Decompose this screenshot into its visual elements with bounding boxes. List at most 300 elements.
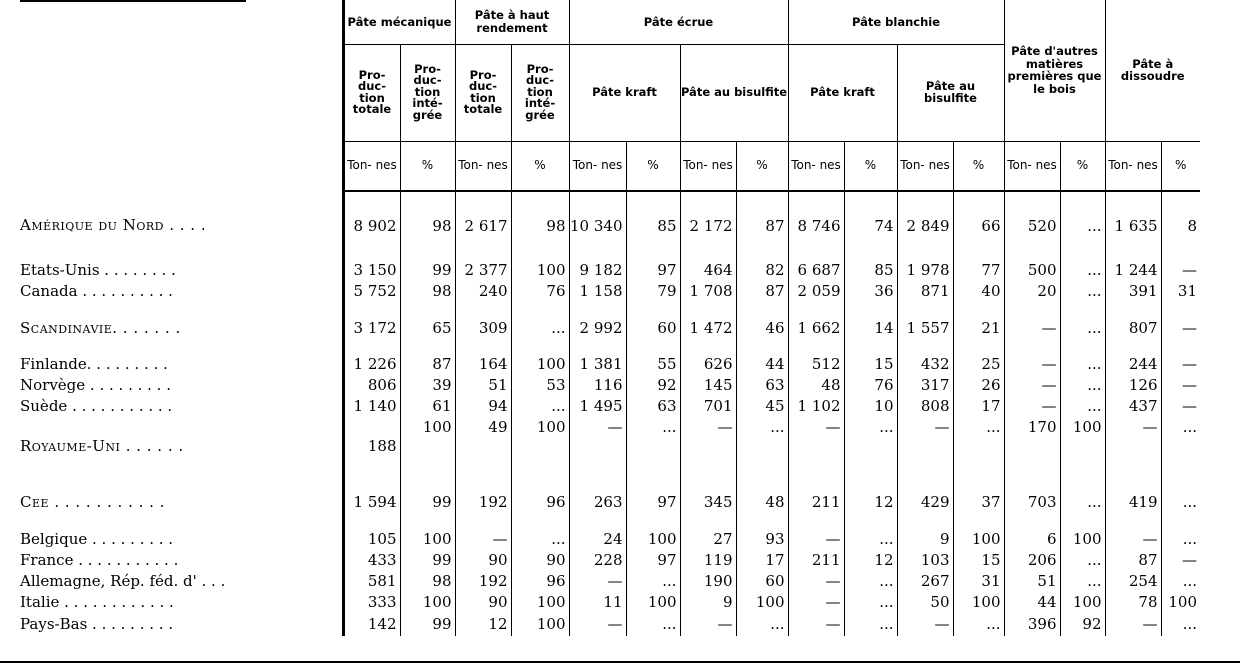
cell-percent: 100: [626, 592, 680, 613]
subheader-blanchie-bisulfite: Pâte au bisulfite: [897, 44, 1004, 141]
cell-tonnes: —: [897, 417, 953, 475]
row-label-text: Suède: [20, 397, 68, 415]
cell-tonnes: 119: [680, 550, 736, 571]
cell-percent: ...: [626, 417, 680, 475]
subheader-blanchie-kraft: Pâte kraft: [788, 44, 897, 141]
cell-percent: ...: [1060, 375, 1105, 396]
row-label-text: Scandinavie: [20, 318, 113, 337]
cell-percent: 100: [953, 529, 1004, 550]
unit-tonnes: Ton- nes: [343, 141, 400, 191]
cell-percent: —: [1161, 260, 1200, 281]
cell-tonnes: 190: [680, 571, 736, 592]
cell-tonnes: 1 226: [343, 354, 400, 375]
cell-tonnes: 871: [897, 281, 953, 302]
unit-percent: %: [1161, 141, 1200, 191]
unit-tonnes: Ton- nes: [788, 141, 844, 191]
cell-percent: 92: [626, 375, 680, 396]
cell-tonnes: 170: [1004, 417, 1060, 475]
cell-tonnes: 432: [897, 354, 953, 375]
row-label-region: [0, 475, 343, 529]
cell-tonnes: 51: [455, 375, 511, 396]
leader-dots: . . . .: [163, 216, 207, 234]
cell-tonnes: 24: [569, 529, 626, 550]
table-row: [0, 417, 1200, 475]
row-label-region: [0, 302, 343, 354]
bottom-rule: [0, 661, 1240, 663]
cell-tonnes: —: [1105, 613, 1161, 636]
header-pate-autres-matieres: Pâte d'autres matières premières que le bois: [1004, 0, 1105, 141]
unit-tonnes: Ton- nes: [680, 141, 736, 191]
subheader-ecrue-bisulfite: Pâte au bisulfite: [680, 44, 788, 141]
cell-tonnes: 520: [1004, 191, 1060, 260]
row-label-country: [0, 571, 343, 592]
cell-percent: 60: [736, 571, 788, 592]
unit-percent: %: [736, 141, 788, 191]
subheader-production-totale: Pro- duc- tion totale: [455, 44, 511, 141]
cell-tonnes: 116: [569, 375, 626, 396]
subheader-production-integree: Pro- duc- tion inté- grée: [511, 44, 569, 141]
cell-percent: 17: [953, 396, 1004, 417]
cell-tonnes: 6 687: [788, 260, 844, 281]
cell-percent: 21: [953, 302, 1004, 354]
header-pate-haut-rendement: Pâte à haut rendement: [455, 0, 569, 44]
cell-percent: —: [1161, 302, 1200, 354]
cell-percent: ...: [626, 571, 680, 592]
row-label-text: Royaume-Uni: [20, 436, 121, 455]
cell-tonnes: 10 340: [569, 191, 626, 260]
cell-tonnes: 1 557: [897, 302, 953, 354]
cell-percent: 37: [953, 475, 1004, 529]
cell-percent: ...: [1060, 354, 1105, 375]
cell-tonnes: 703: [1004, 475, 1060, 529]
header-pate-mecanique: Pâte mécanique: [343, 0, 455, 44]
cell-tonnes: 12: [455, 613, 511, 636]
leader-dots: . . . . . . . . .: [87, 530, 174, 548]
cell-percent: —: [1161, 396, 1200, 417]
cell-tonnes: 51: [1004, 571, 1060, 592]
cell-tonnes: —: [1004, 354, 1060, 375]
row-label-region: [0, 417, 343, 475]
cell-tonnes: 429: [897, 475, 953, 529]
unit-percent: %: [844, 141, 897, 191]
cell-tonnes: 1 495: [569, 396, 626, 417]
leader-dots: . . . . . . .: [112, 318, 181, 337]
leader-dots: . . . . . . . . .: [85, 376, 171, 394]
cell-tonnes: —: [680, 613, 736, 636]
cell-tonnes: —: [1004, 375, 1060, 396]
table-row: [0, 571, 1200, 592]
cell-percent: ...: [736, 613, 788, 636]
cell-tonnes: 20: [1004, 281, 1060, 302]
row-label-country: [0, 529, 343, 550]
cell-tonnes: 87: [1105, 550, 1161, 571]
cell-percent: 8: [1161, 191, 1200, 260]
cell-percent: —: [1161, 375, 1200, 396]
cell-percent: 79: [626, 281, 680, 302]
cell-tonnes: 808: [897, 396, 953, 417]
cell-tonnes: 1 140: [343, 396, 400, 417]
cell-tonnes: 188: [343, 417, 400, 475]
cell-tonnes: 192: [455, 475, 511, 529]
cell-percent: 85: [844, 260, 897, 281]
cell-percent: 87: [400, 354, 455, 375]
cell-tonnes: 2 172: [680, 191, 736, 260]
unit-percent: %: [953, 141, 1004, 191]
cell-tonnes: 27: [680, 529, 736, 550]
cell-tonnes: 48: [788, 375, 844, 396]
cell-tonnes: —: [1105, 529, 1161, 550]
cell-percent: 36: [844, 281, 897, 302]
cell-tonnes: —: [680, 417, 736, 475]
cell-percent: ...: [844, 417, 897, 475]
cell-percent: ...: [511, 396, 569, 417]
table-row: [0, 592, 1200, 613]
cell-tonnes: 1 635: [1105, 191, 1161, 260]
cell-tonnes: 8 902: [343, 191, 400, 260]
cell-percent: 46: [736, 302, 788, 354]
cell-tonnes: 433: [343, 550, 400, 571]
cell-tonnes: 145: [680, 375, 736, 396]
cell-percent: 63: [736, 375, 788, 396]
cell-tonnes: 396: [1004, 613, 1060, 636]
cell-percent: ...: [1161, 613, 1200, 636]
cell-percent: 100: [400, 417, 455, 475]
subheader-production-totale: Pro- duc- tion totale: [343, 44, 400, 141]
cell-percent: ...: [1060, 191, 1105, 260]
table-row: [0, 281, 1200, 302]
cell-percent: ...: [844, 613, 897, 636]
cell-tonnes: 345: [680, 475, 736, 529]
cell-percent: ...: [1060, 571, 1105, 592]
cell-percent: ...: [1060, 550, 1105, 571]
cell-percent: 100: [1060, 417, 1105, 475]
header-pate-blanchie: Pâte blanchie: [788, 0, 1004, 44]
row-label-text: Pays-Bas: [20, 615, 88, 633]
cell-tonnes: 44: [1004, 592, 1060, 613]
leader-dots: . . . . . . . . . .: [77, 282, 173, 300]
cell-tonnes: —: [788, 529, 844, 550]
cell-tonnes: 3 172: [343, 302, 400, 354]
cell-percent: ...: [1161, 417, 1200, 475]
cell-percent: 100: [400, 529, 455, 550]
table-row: [0, 550, 1200, 571]
cell-tonnes: 164: [455, 354, 511, 375]
cell-percent: 100: [1060, 529, 1105, 550]
cell-percent: 76: [844, 375, 897, 396]
unit-percent: %: [1060, 141, 1105, 191]
cell-tonnes: 317: [897, 375, 953, 396]
cell-percent: 87: [736, 191, 788, 260]
cell-percent: ...: [736, 417, 788, 475]
cell-percent: ...: [1060, 475, 1105, 529]
leader-dots: . . . . . . . . . . .: [73, 551, 179, 569]
cell-tonnes: 806: [343, 375, 400, 396]
cell-tonnes: 1 472: [680, 302, 736, 354]
cell-percent: ...: [844, 571, 897, 592]
cell-percent: 53: [511, 375, 569, 396]
cell-tonnes: 1 381: [569, 354, 626, 375]
cell-percent: ...: [626, 613, 680, 636]
cell-percent: 39: [400, 375, 455, 396]
unit-tonnes: Ton- nes: [1004, 141, 1060, 191]
cell-percent: 87: [736, 281, 788, 302]
cell-percent: 77: [953, 260, 1004, 281]
unit-percent: %: [511, 141, 569, 191]
cell-percent: ...: [1060, 396, 1105, 417]
cell-tonnes: 90: [455, 550, 511, 571]
table-row: [0, 354, 1200, 375]
cell-percent: 100: [736, 592, 788, 613]
row-label-text: Finlande: [20, 355, 87, 373]
cell-tonnes: 1 978: [897, 260, 953, 281]
cell-tonnes: 50: [897, 592, 953, 613]
unit-percent: %: [626, 141, 680, 191]
cell-tonnes: 90: [455, 592, 511, 613]
cell-percent: 100: [511, 417, 569, 475]
cell-percent: 90: [511, 550, 569, 571]
cell-tonnes: 626: [680, 354, 736, 375]
unit-tonnes: Ton- nes: [455, 141, 511, 191]
cell-percent: ...: [1161, 529, 1200, 550]
leader-dots: . . . . . . . . . . . .: [59, 593, 174, 611]
row-label-text: Norvège: [20, 376, 86, 394]
cell-tonnes: 49: [455, 417, 511, 475]
cell-tonnes: —: [569, 613, 626, 636]
cell-tonnes: 105: [343, 529, 400, 550]
leader-dots: . . . . . . . . .: [87, 615, 174, 633]
cell-tonnes: 228: [569, 550, 626, 571]
subheader-production-integree: Pro- duc- tion inté- grée: [400, 44, 455, 141]
cell-percent: 98: [511, 191, 569, 260]
subheader-ecrue-kraft: Pâte kraft: [569, 44, 680, 141]
cell-percent: 63: [626, 396, 680, 417]
table-row: [0, 529, 1200, 550]
table-row: [0, 302, 1200, 354]
table-row: [0, 375, 1200, 396]
cell-percent: 96: [511, 475, 569, 529]
cell-percent: ...: [953, 613, 1004, 636]
row-label-country: [0, 613, 343, 636]
row-label-text: Belgique: [20, 530, 88, 548]
row-label-country: [0, 281, 343, 302]
header-pate-ecrue: Pâte écrue: [569, 0, 788, 44]
cell-tonnes: 211: [788, 475, 844, 529]
cell-percent: 100: [511, 354, 569, 375]
leader-dots: . . . . . . . .: [99, 261, 176, 279]
cell-percent: 96: [511, 571, 569, 592]
cell-percent: 82: [736, 260, 788, 281]
cell-percent: 100: [511, 592, 569, 613]
row-label-text: Amérique du Nord: [20, 216, 164, 234]
table-row: [0, 191, 1200, 260]
cell-tonnes: —: [788, 571, 844, 592]
leader-dots: . . . . . . . . .: [86, 355, 168, 373]
cell-percent: 100: [1060, 592, 1105, 613]
row-label-text: Cee: [20, 492, 50, 511]
cell-percent: 98: [400, 191, 455, 260]
cell-percent: 25: [953, 354, 1004, 375]
cell-percent: 99: [400, 260, 455, 281]
cell-tonnes: 263: [569, 475, 626, 529]
cell-tonnes: 309: [455, 302, 511, 354]
cell-percent: 74: [844, 191, 897, 260]
leader-dots: . . . . . .: [120, 436, 184, 455]
cell-tonnes: 9: [897, 529, 953, 550]
cell-percent: 17: [736, 550, 788, 571]
cell-tonnes: 1 244: [1105, 260, 1161, 281]
cell-tonnes: 254: [1105, 571, 1161, 592]
cell-tonnes: 333: [343, 592, 400, 613]
cell-tonnes: —: [569, 571, 626, 592]
cell-tonnes: —: [897, 613, 953, 636]
cell-percent: 15: [844, 354, 897, 375]
cell-tonnes: 11: [569, 592, 626, 613]
cell-tonnes: —: [788, 613, 844, 636]
cell-tonnes: 437: [1105, 396, 1161, 417]
cell-tonnes: 391: [1105, 281, 1161, 302]
cell-percent: 97: [626, 550, 680, 571]
leader-dots: . . . . . . . . . . .: [49, 492, 165, 511]
header-pate-a-dissoudre: Pâte à dissoudre: [1105, 0, 1200, 141]
cell-percent: 65: [400, 302, 455, 354]
cell-percent: 97: [626, 260, 680, 281]
cell-tonnes: 2 849: [897, 191, 953, 260]
row-label-text: France: [20, 551, 74, 569]
cell-tonnes: 1 594: [343, 475, 400, 529]
cell-percent: 31: [1161, 281, 1200, 302]
cell-percent: 93: [736, 529, 788, 550]
cell-tonnes: 94: [455, 396, 511, 417]
cell-percent: 10: [844, 396, 897, 417]
cell-tonnes: 5 752: [343, 281, 400, 302]
cell-percent: 12: [844, 475, 897, 529]
table-row: [0, 260, 1200, 281]
row-label-region: [0, 191, 343, 260]
cell-tonnes: —: [1004, 302, 1060, 354]
cell-tonnes: 206: [1004, 550, 1060, 571]
cell-tonnes: 2 992: [569, 302, 626, 354]
cell-tonnes: 142: [343, 613, 400, 636]
row-label-country: [0, 550, 343, 571]
cell-tonnes: 1 662: [788, 302, 844, 354]
row-label-country: [0, 592, 343, 613]
row-label-country: [0, 396, 343, 417]
cell-percent: 99: [400, 550, 455, 571]
cell-percent: ...: [1060, 260, 1105, 281]
unit-percent: %: [400, 141, 455, 191]
cell-percent: —: [1161, 550, 1200, 571]
row-label-country: [0, 354, 343, 375]
table-row: [0, 396, 1200, 417]
cell-tonnes: 512: [788, 354, 844, 375]
cell-percent: 100: [511, 613, 569, 636]
cell-tonnes: 267: [897, 571, 953, 592]
cell-percent: 100: [1161, 592, 1200, 613]
cell-tonnes: 464: [680, 260, 736, 281]
cell-percent: 100: [626, 529, 680, 550]
cell-percent: ...: [1161, 571, 1200, 592]
cell-tonnes: 211: [788, 550, 844, 571]
table-row: [0, 475, 1200, 529]
cell-tonnes: 9 182: [569, 260, 626, 281]
cell-percent: 12: [844, 550, 897, 571]
cell-percent: ...: [953, 417, 1004, 475]
cell-percent: 60: [626, 302, 680, 354]
cell-tonnes: —: [1105, 417, 1161, 475]
cell-tonnes: 240: [455, 281, 511, 302]
cell-percent: 14: [844, 302, 897, 354]
cell-percent: 45: [736, 396, 788, 417]
cell-percent: ...: [1161, 475, 1200, 529]
cell-tonnes: 9: [680, 592, 736, 613]
cell-tonnes: 3 150: [343, 260, 400, 281]
cell-tonnes: 244: [1105, 354, 1161, 375]
cell-percent: 98: [400, 281, 455, 302]
cell-tonnes: —: [788, 592, 844, 613]
cell-percent: —: [1161, 354, 1200, 375]
cell-percent: ...: [1060, 302, 1105, 354]
unit-tonnes: Ton- nes: [569, 141, 626, 191]
cell-tonnes: 419: [1105, 475, 1161, 529]
cell-percent: 15: [953, 550, 1004, 571]
row-label-text: Italie: [20, 593, 60, 611]
cell-percent: 76: [511, 281, 569, 302]
cell-tonnes: 1 158: [569, 281, 626, 302]
cell-tonnes: —: [788, 417, 844, 475]
row-label-text: Allemagne, Rép. féd. d': [20, 572, 197, 590]
cell-percent: 98: [400, 571, 455, 592]
cell-percent: 66: [953, 191, 1004, 260]
cell-percent: 61: [400, 396, 455, 417]
cell-tonnes: 2 617: [455, 191, 511, 260]
row-label-text: Canada: [20, 282, 78, 300]
cell-tonnes: 1 102: [788, 396, 844, 417]
cell-tonnes: 8 746: [788, 191, 844, 260]
cell-percent: ...: [511, 302, 569, 354]
stub-header: [0, 0, 343, 191]
cell-tonnes: 581: [343, 571, 400, 592]
cell-percent: ...: [1060, 281, 1105, 302]
cell-tonnes: 807: [1105, 302, 1161, 354]
cell-percent: 99: [400, 613, 455, 636]
cell-percent: 48: [736, 475, 788, 529]
cell-tonnes: 500: [1004, 260, 1060, 281]
cell-percent: ...: [844, 529, 897, 550]
table-row: [0, 613, 1200, 636]
cell-percent: 44: [736, 354, 788, 375]
leader-dots: . . .: [196, 572, 226, 590]
cell-tonnes: 126: [1105, 375, 1161, 396]
cell-percent: 92: [1060, 613, 1105, 636]
cell-percent: 97: [626, 475, 680, 529]
cell-percent: 99: [400, 475, 455, 529]
cell-percent: 100: [511, 260, 569, 281]
cell-percent: ...: [511, 529, 569, 550]
cell-percent: 85: [626, 191, 680, 260]
cell-percent: 100: [953, 592, 1004, 613]
cell-tonnes: —: [569, 417, 626, 475]
cell-tonnes: 2 377: [455, 260, 511, 281]
cell-tonnes: —: [455, 529, 511, 550]
cell-percent: 55: [626, 354, 680, 375]
cell-percent: 31: [953, 571, 1004, 592]
cell-percent: 100: [400, 592, 455, 613]
cell-tonnes: 192: [455, 571, 511, 592]
cell-tonnes: 78: [1105, 592, 1161, 613]
cell-tonnes: 1 708: [680, 281, 736, 302]
leader-dots: . . . . . . . . . . .: [67, 397, 173, 415]
unit-tonnes: Ton- nes: [1105, 141, 1161, 191]
